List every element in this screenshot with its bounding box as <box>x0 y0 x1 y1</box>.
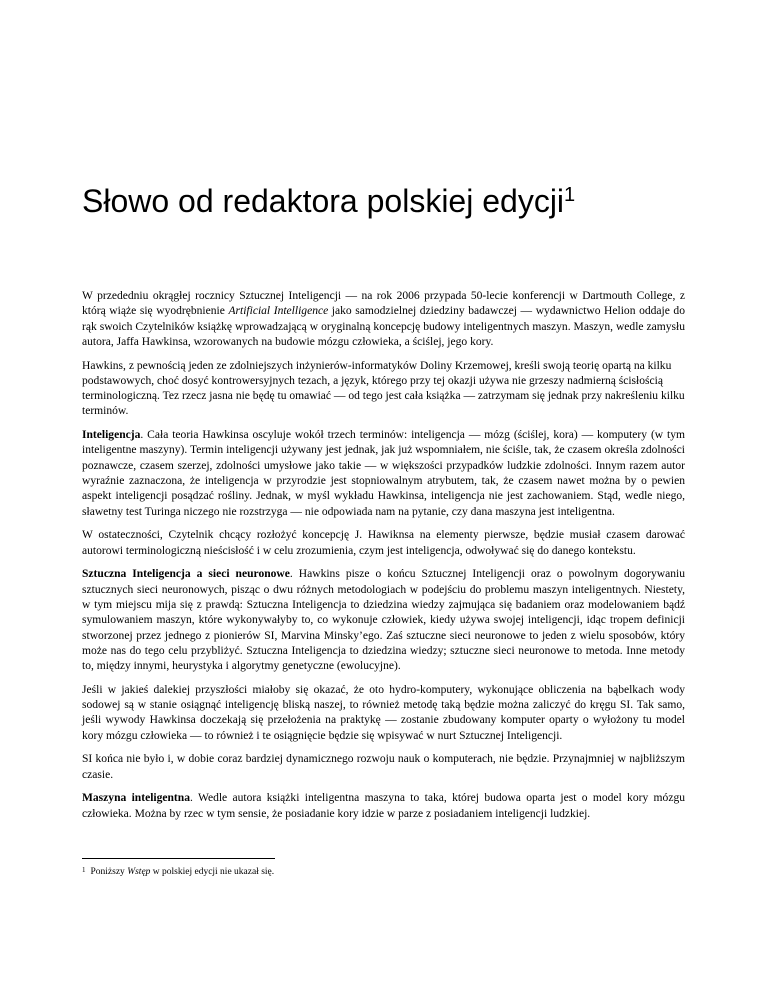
footnote-term: Wstęp <box>127 867 151 877</box>
paragraph-4 <box>82 528 685 559</box>
paragraph-5-text: . Hawkins pisze o końcu Sztucznej Inteligencji oraz o powolnym dogorywaniu sztucznych sieci neuronowych, pisząc o dwu różnych metodologiach w podejściu do problemu maszyn inteligentnych. Niestety, w tym miejscu mija się z prawdą: Sztuczna Inteligencja to dziedzina wiedzy zajmująca się badaniem oraz modelowaniem bądź symulowaniem maszyn, które wykonywałyby to, co wykonuje człowiek, kiedy używa swojej inteligencji, idąc tropem definicji stworzonej przez jednego z pionierów SI, Marvina Minsky’ego. Zaś sztuczne sieci neuronowe to jeden z wielu sposobów, który może nas do tego celu przybliżyć. Sztuczna Inteligencja to dziedzina wiedzy; sztuczne sieci neuronowe to metoda. Inne metody to, między innymi, heurystyka i algorytmy genetyczne (ewolucyjne). <box>82 568 685 673</box>
footnote-separator <box>82 858 275 859</box>
paragraph-5-heading: Sztuczna Inteligencja a sieci neuronowe <box>82 568 290 581</box>
paragraph-2-text: Hawkins, z pewnością jeden ze zdolniejszych inżynierów-informatyków Doliny Krzemowej, kreśli swoją teorię opartą na kilku podstawowych, choć dosyć kontrowersyjnych tezach, a język, którego przy tej okazji używa nie grzeszy nadmierną ścisłością terminologiczną. Tez rzecz jasna nie będę tu omawiać — od tego jest cała książka — zatrzymam się jednak przy nakreśleniu kilku terminów. <box>82 359 685 418</box>
page-title <box>82 183 682 220</box>
footnote <box>82 866 274 878</box>
footnote-number: 1 <box>82 866 86 874</box>
paragraph-8-heading: Maszyna inteligentna <box>82 792 190 805</box>
footnote-text-b: w polskiej edycji nie ukazał się. <box>150 867 275 877</box>
paragraph-3-text: . Cała teoria Hawkinsa oscyluje wokół trzech terminów: inteligencja — mózg (ściślej, kora) — komputery (w tym inteligentne maszyny). Termin inteligencji używany jest jednak, jak już wspomniałem, nie ściśle, tak, że czasem określa zdolności poznawcze, czasem szerzej, zdolności umysłowe jako takie — w większości przypadków ludzkie zdolności. Innym razem autor wyraźnie zaznaczona, że inteligencja w przyrodzie jest stopniowalnym atrybutem, tak, że czasem nawet można by o pewien aspekt inteligencji posądzać rośliny. Jednak, w myśl wykładu Hawkinsa, inteligencja nie jest zachowaniem. Stąd, wedle niego, sławetny test Turinga niczego nie rozstrzyga — nie odpowiada nam na pytanie, czy dana maszyna jest inteligentna. <box>82 429 685 518</box>
title-footnote-ref[interactable]: 1 <box>564 184 576 206</box>
title-text: Słowo od redaktora polskiej edycji <box>82 183 565 219</box>
footnote-text-a: Poniższy <box>90 867 128 877</box>
paragraph-1 <box>82 289 685 350</box>
paragraph-7-text: SI końca nie było i, w dobie coraz bardziej dynamicznego rozwoju nauk o komputerach, nie będzie. Przynajmniej w najbliższym czasie. <box>82 753 685 781</box>
paragraph-1-text-a: W przededniu okrągłej rocznicy Sztucznej Inteligencji — na rok 2006 przypada 50-lecie konferencji w Dartmouth College, z którą wiąże się wyodrębnienie <box>82 290 685 318</box>
paragraph-6 <box>82 683 685 744</box>
body-text <box>82 289 685 830</box>
paragraph-7 <box>82 752 685 783</box>
paragraph-1-text-b: jako samodzielnej dziedziny badawczej — wydawnictwo Helion oddaje do rąk swoich Czytelników książkę wprowadzającą w oryginalną koncepcję budowy inteligentnych maszyn. Maszyn, wedle zamysłu autora, Jaffa Hawkinsa, wzorowanych na budowie mózgu człowieka, a ściślej, jego kory. <box>82 305 685 348</box>
paragraph-4-text: W ostateczności, Czytelnik chcący rozłożyć koncepcję J. Hawiknsa na elementy pierwsze, będzie musiał czasem darować autorowi terminologiczną nieścisłość i w celu zrozumienia, czym jest inteligencja, odwoływać się do danego kontekstu. <box>82 529 685 557</box>
paragraph-6-text: Jeśli w jakieś dalekiej przyszłości miałoby się okazać, że oto hydro-komputery, wykonujące obliczenia na bąbelkach wody sodowej są w stanie osiągnąć inteligencję bliską naszej, to również metodę taką będzie można zaliczyć do kręgu SI. Tak samo, jeśli wywody Hawkinsa doczekają się przełożenia na praktykę — zostanie zbudowany komputer oparty o wyłożony tu model kory mózgu człowieka — to również i te osiągnięcie będzie się wpisywać w nurt Sztucznej Inteligencji. <box>82 683 685 742</box>
paragraph-8 <box>82 791 685 822</box>
paragraph-8-text: . Wedle autora książki inteligentna maszyna to taka, której budowa oparta jest o model kory mózgu człowieka. Można by rzec w tym sensie, że posiadanie kory idzie w parze z posiadaniem inteligencji ludzkiej. <box>82 792 685 820</box>
paragraph-5 <box>82 567 685 674</box>
paragraph-1-term: Artificial Intelligence <box>228 305 329 318</box>
paragraph-2 <box>82 359 685 420</box>
paragraph-3-heading: Inteligencja <box>82 429 141 442</box>
paragraph-3 <box>82 428 685 520</box>
